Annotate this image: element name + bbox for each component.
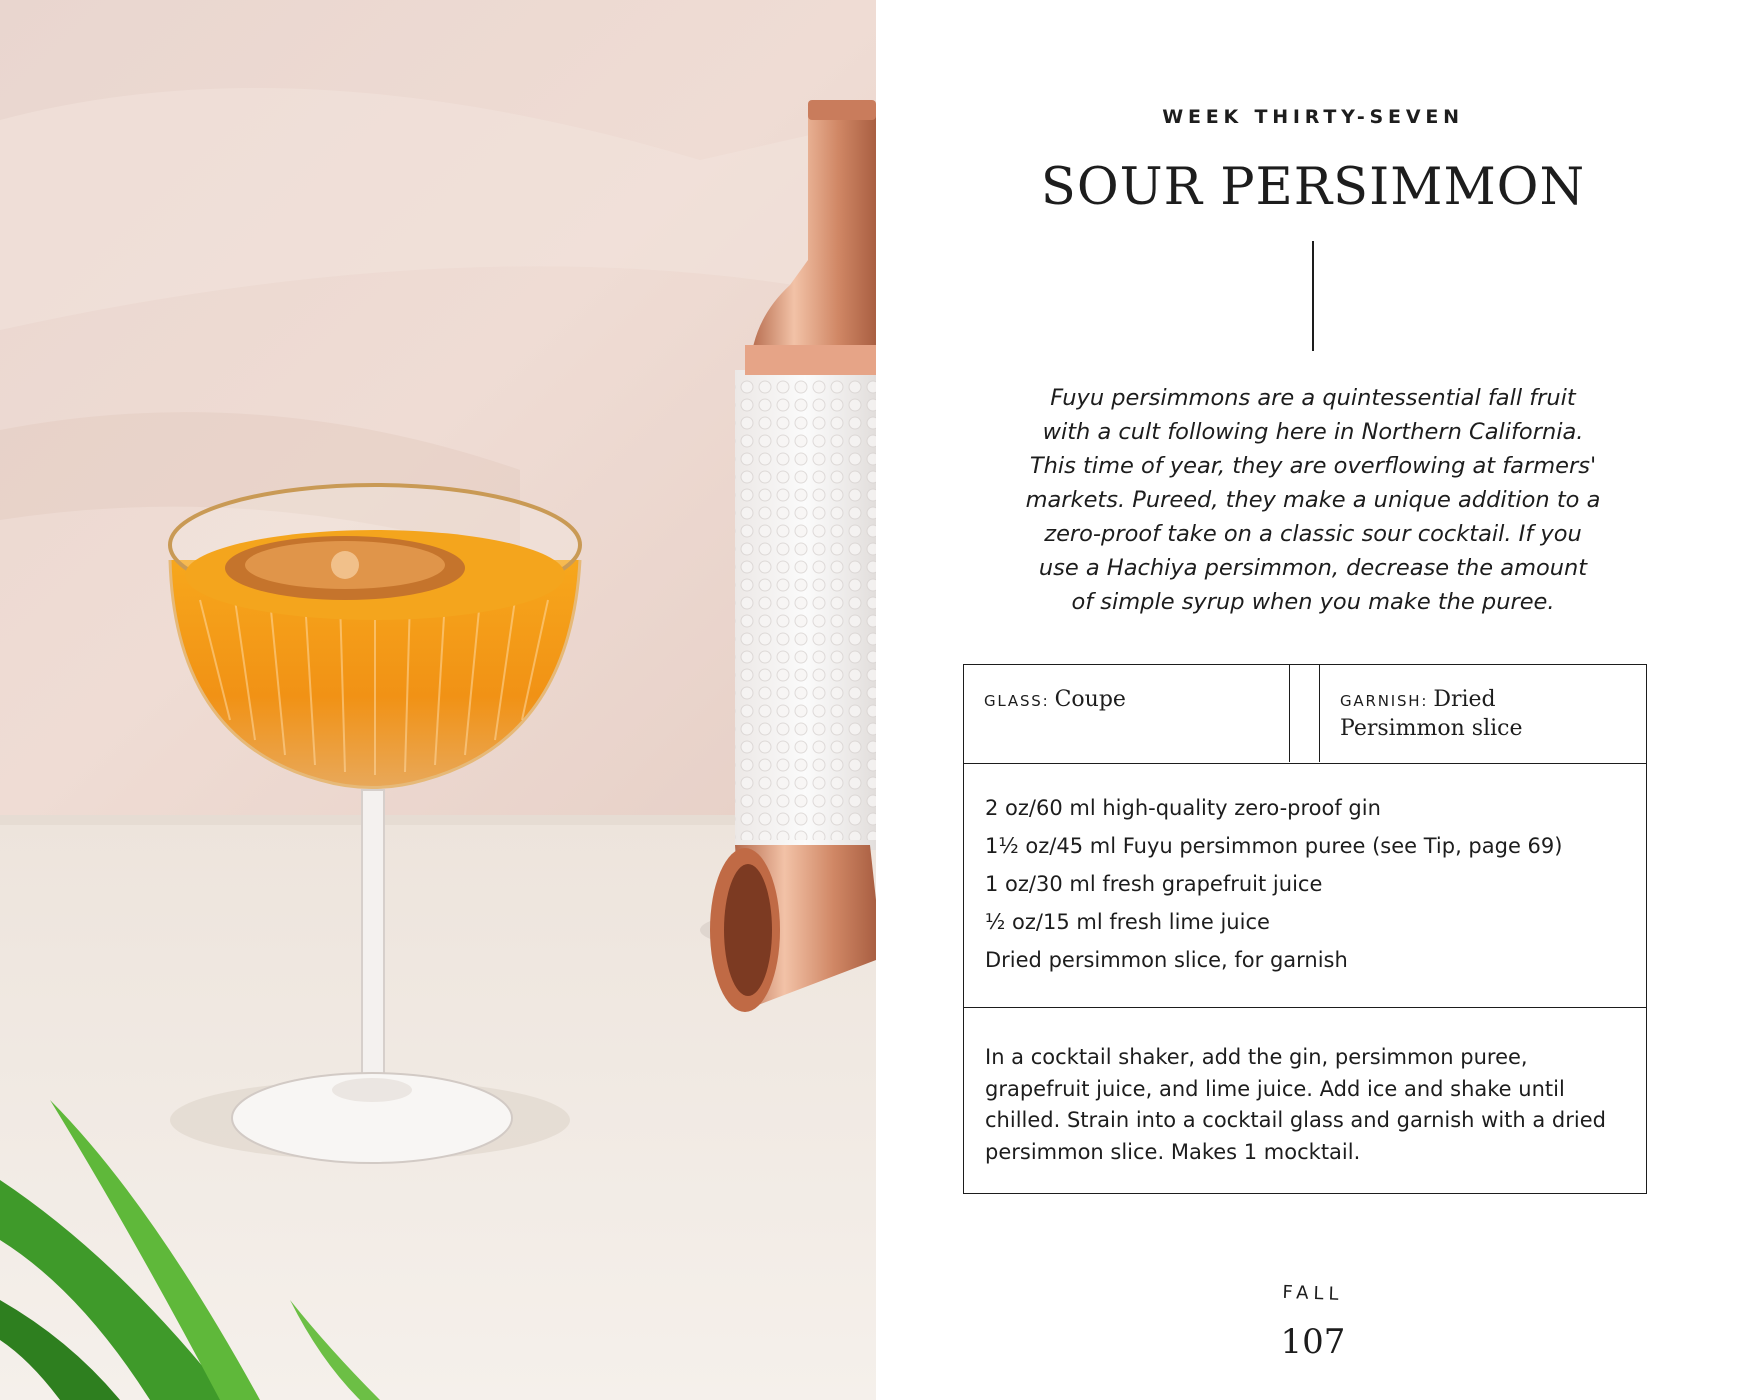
glass-value: Coupe xyxy=(1054,687,1126,712)
garnish-value-line-2: Persimmon slice xyxy=(1340,716,1523,741)
recipe-title: SOUR PERSIMMON xyxy=(1040,158,1586,217)
ingredient-item: Dried persimmon slice, for garnish xyxy=(985,948,1348,972)
section-label: FALL xyxy=(1282,1281,1344,1306)
glass-label: GLASS: xyxy=(984,692,1050,710)
garnish-spec xyxy=(1320,665,1646,762)
method-line: grapefruit juice, and lime juice. Add ice and shake until xyxy=(985,1076,1565,1101)
intro-line: markets. Pureed, they make a unique addition to a xyxy=(1025,487,1601,513)
recipe-card xyxy=(963,664,1647,1194)
intro-line: with a cult following here in Northern California. xyxy=(1042,419,1584,445)
glass-spec xyxy=(964,665,1290,762)
method-paragraph xyxy=(964,1008,1646,1168)
intro-line: use a Hachiya persimmon, decrease the amount xyxy=(1038,555,1588,581)
intro-paragraph xyxy=(976,381,1650,619)
spec-divider xyxy=(1290,665,1320,762)
method-line: In a cocktail shaker, add the gin, persimmon puree, xyxy=(985,1045,1528,1069)
intro-line: of simple syrup when you make the puree. xyxy=(1071,589,1555,615)
method-line: chilled. Strain into a cocktail glass and garnish with a dried xyxy=(985,1108,1606,1132)
recipe-page xyxy=(876,0,1750,1400)
ingredient-item: 2 oz/60 ml high-quality zero-proof gin xyxy=(985,796,1381,820)
page-number: 107 xyxy=(1280,1322,1346,1362)
ingredients-list xyxy=(964,764,1646,1008)
method-line: persimmon slice. Makes 1 mocktail. xyxy=(985,1139,1361,1164)
intro-line: Fuyu persimmons are a quintessential fall fruit xyxy=(1050,385,1576,411)
ingredient-item: ½ oz/15 ml fresh lime juice xyxy=(985,910,1270,934)
garnish-value: Dried xyxy=(1433,687,1496,712)
divider-rule xyxy=(1312,241,1314,351)
intro-line: This time of year, they are overflowing at farmers' xyxy=(1029,453,1597,479)
ingredient-item: 1 oz/30 ml fresh grapefruit juice xyxy=(985,872,1323,896)
garnish-label: GARNISH: xyxy=(1340,692,1429,710)
specs-row xyxy=(964,665,1646,764)
intro-line: zero-proof take on a classic sour cocktail. If you xyxy=(1044,521,1582,547)
ingredient-item: 1½ oz/45 ml Fuyu persimmon puree (see Tip, page 69) xyxy=(985,834,1563,858)
week-label: WEEK THIRTY-SEVEN xyxy=(1162,106,1464,128)
